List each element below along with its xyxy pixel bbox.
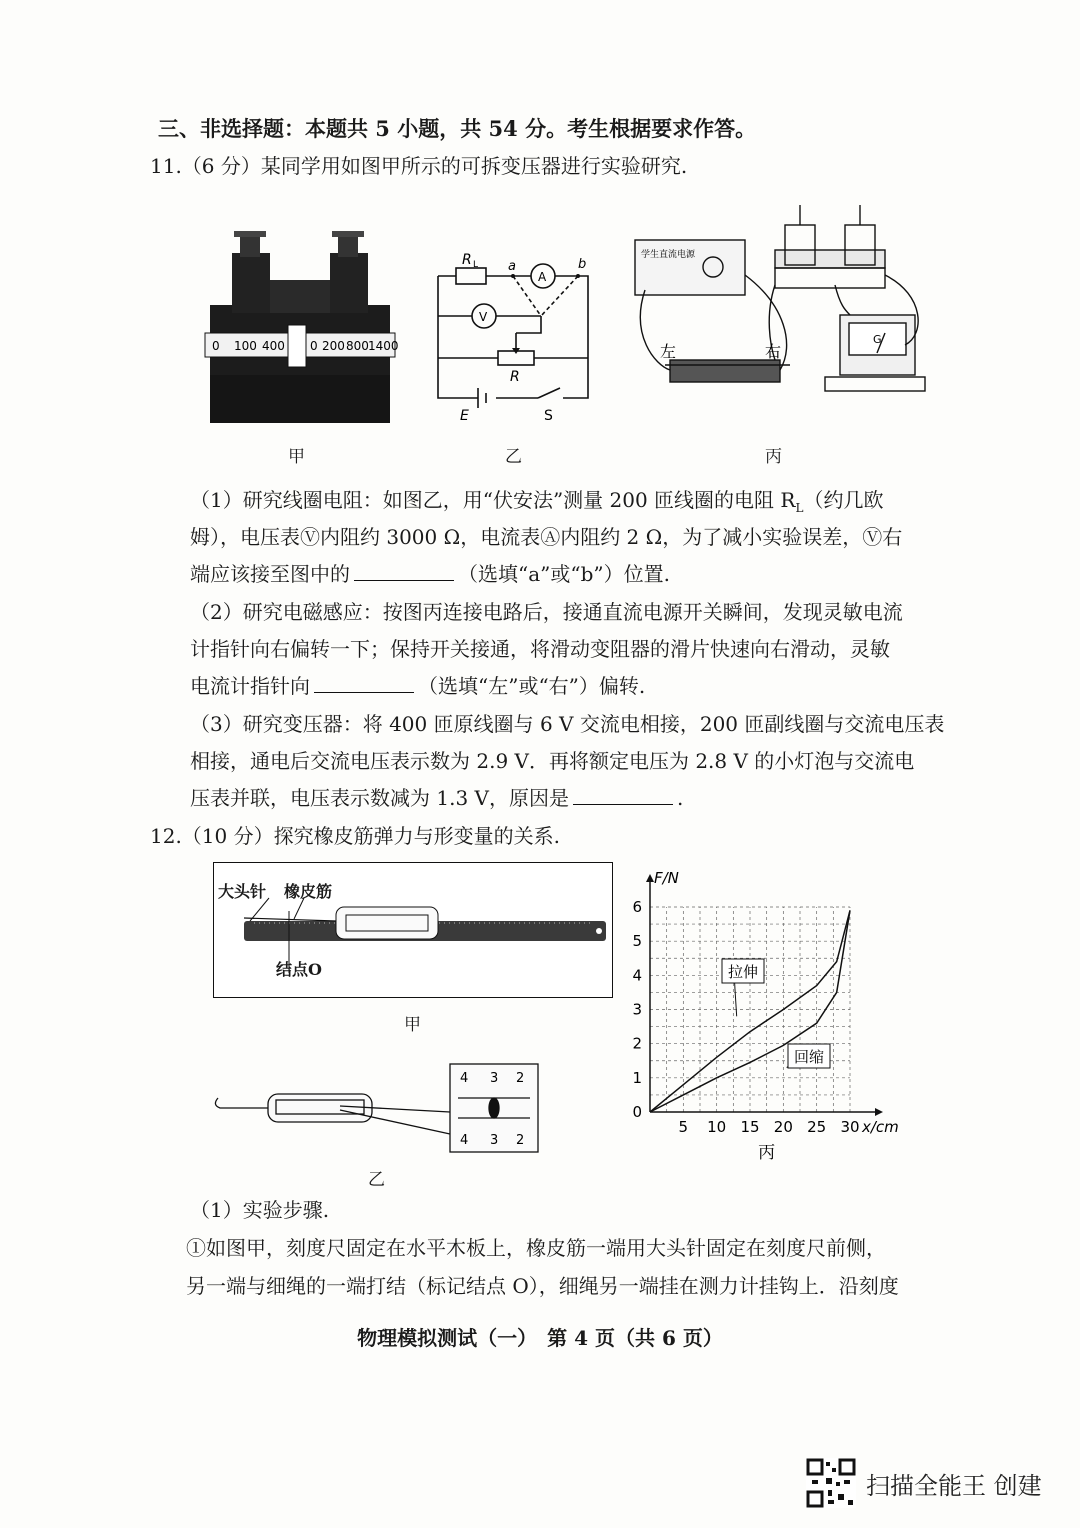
q11-blank-1[interactable] xyxy=(354,579,454,581)
scanner-watermark xyxy=(806,1458,1042,1508)
q12-p1: （1）实验步骤. xyxy=(190,1198,330,1222)
q11-fig-yi-circuit xyxy=(428,248,598,428)
q12-label-knot: 结点O xyxy=(276,960,322,979)
y-tick-label: 2 xyxy=(632,1034,642,1053)
yi-bot-3: 3 xyxy=(490,1133,499,1148)
q11-p1-line1: （1）研究线圈电阻：如图乙，用“伏安法”测量 200 匝线圈的电阻 $R_L$（约几欧 xyxy=(190,488,884,515)
section-title: 三、非选择题：本题共 5 小题，共 54 分。考生根据要求作答。 xyxy=(158,116,757,141)
q11-blank-3[interactable] xyxy=(573,803,673,805)
y-tick-label: 0 xyxy=(632,1103,642,1121)
series-label: 回缩 xyxy=(793,1048,825,1066)
q11-p3-line2: 相接，通电后交流电压表示数为 2.9 V．再将额定电压为 2.8 V 的小灯泡与交流电 xyxy=(190,749,915,773)
page-footer: 物理模拟测试（一） 第 4 页（共 6 页） xyxy=(357,1326,723,1350)
y-axis-label: F/N xyxy=(654,872,679,887)
q11-p2-line2: 计指针向右偏转一下；保持开关接通，将滑动变阻器的滑片快速向右滑动，灵敏 xyxy=(190,637,890,661)
jia-scale-400: 400 xyxy=(262,339,285,353)
x-axis-label: x/cm xyxy=(862,1118,899,1136)
q11-fig-jia-transformer xyxy=(200,225,400,425)
yi-bot-4: 4 xyxy=(460,1133,469,1148)
jia-scale-800: 800 xyxy=(346,339,369,353)
q11-caption-jia: 甲 xyxy=(288,447,305,467)
yi-label-rl: R xyxy=(462,252,472,268)
q12-fig-jia-frame xyxy=(213,862,613,998)
yi-ammeter: A xyxy=(538,270,547,284)
yi-bot-2: 2 xyxy=(516,1133,525,1148)
q11-p3-line3: 压表并联，电压表示数减为 1.3 V，原因是 . xyxy=(190,786,684,810)
q12-fig-yi-spring-scale xyxy=(210,1060,540,1155)
jia-scale-1400: 1400 xyxy=(368,339,399,353)
jia-scale-0b: 0 xyxy=(310,339,318,353)
q12-fig-bing-chart xyxy=(620,872,910,1162)
q11-p2-line1: （2）研究电磁感应：按图丙连接电路后，接通直流电源开关瞬间，发现灵敏电流 xyxy=(190,600,903,624)
q12-label-pin: 大头针 xyxy=(218,882,267,901)
jia-scale-0: 0 xyxy=(212,339,220,353)
y-tick-label: 1 xyxy=(632,1068,642,1087)
q11-caption-bing: 丙 xyxy=(765,447,782,467)
y-tick-label: 6 xyxy=(632,898,642,916)
yi-label-e: E xyxy=(460,408,469,424)
q11-caption-yi: 乙 xyxy=(505,447,522,467)
x-axis-arrow xyxy=(875,1108,883,1116)
qr-code-icon xyxy=(806,1458,856,1508)
q12-header: 12.（10 分）探究橡皮筋弹力与形变量的关系. xyxy=(150,824,560,848)
q11-blank-2[interactable] xyxy=(314,691,414,693)
jia-scale-200: 200 xyxy=(322,339,345,353)
y-axis-arrow xyxy=(646,874,654,882)
y-tick-label: 3 xyxy=(632,1000,642,1019)
yi-label-b: b xyxy=(578,257,587,272)
chart-caption: 丙 xyxy=(758,1143,776,1162)
bing-right-label: 右 xyxy=(765,342,782,361)
q11-p3-line1: （3）研究变压器：将 400 匝原线圈与 6 V 交流电相接，200 匝副线圈与交流电压表 xyxy=(190,712,945,736)
y-tick-label: 4 xyxy=(632,966,642,985)
q12-label-band: 橡皮筋 xyxy=(284,882,333,901)
q11-header: 11.（6 分）某同学用如图甲所示的可拆变压器进行实验研究. xyxy=(150,154,688,178)
yi-label-s: S xyxy=(544,408,553,424)
bing-left-label: 左 xyxy=(660,342,677,361)
scanner-watermark-text: 扫描全能王 创建 xyxy=(866,1471,1042,1500)
yi-top-4: 4 xyxy=(460,1071,469,1086)
q11-fig-bing-apparatus xyxy=(625,195,935,420)
q12-p2-line2: 另一端与细绳的一端打结（标记结点 O），细绳另一端挂在测力计挂钩上．沿刻度 xyxy=(186,1274,899,1298)
x-tick-label: 5 xyxy=(678,1118,689,1136)
q12-p2-line1: ①如图甲，刻度尺固定在水平木板上，橡皮筋一端用大头针固定在刻度尺前侧， xyxy=(186,1236,886,1260)
q11-p1-line3: 端应该接至图中的 （选填“a”或“b”）位置. xyxy=(190,562,670,586)
q12-caption-jia: 甲 xyxy=(404,1015,421,1035)
yi-label-rl-sub: L xyxy=(473,260,479,270)
yi-top-2: 2 xyxy=(516,1071,525,1086)
x-tick-label: 10 xyxy=(707,1118,727,1136)
x-tick-label: 25 xyxy=(807,1118,827,1136)
q11-p2-line3: 电流计指针向 （选填“左”或“右”）偏转. xyxy=(190,674,646,698)
yi-label-a: a xyxy=(508,259,516,274)
x-tick-label: 30 xyxy=(840,1118,860,1136)
bing-galv-label: G xyxy=(873,333,882,346)
series-label: 拉伸 xyxy=(727,963,759,981)
q12-caption-yi: 乙 xyxy=(368,1170,385,1190)
jia-scale-100: 100 xyxy=(234,339,257,353)
bing-psu-label: 学生直流电源 xyxy=(641,250,696,260)
q11-p1-line2: 姆），电压表Ⓥ内阻约 3000 Ω，电流表Ⓐ内阻约 2 Ω，为了减小实验误差，Ⓥ右 xyxy=(190,525,903,549)
yi-voltmeter: V xyxy=(479,310,488,324)
x-tick-label: 15 xyxy=(740,1118,760,1136)
y-tick-label: 5 xyxy=(632,932,642,951)
yi-label-r: R xyxy=(510,369,520,385)
x-tick-label: 20 xyxy=(773,1118,793,1136)
yi-top-3: 3 xyxy=(490,1071,499,1086)
